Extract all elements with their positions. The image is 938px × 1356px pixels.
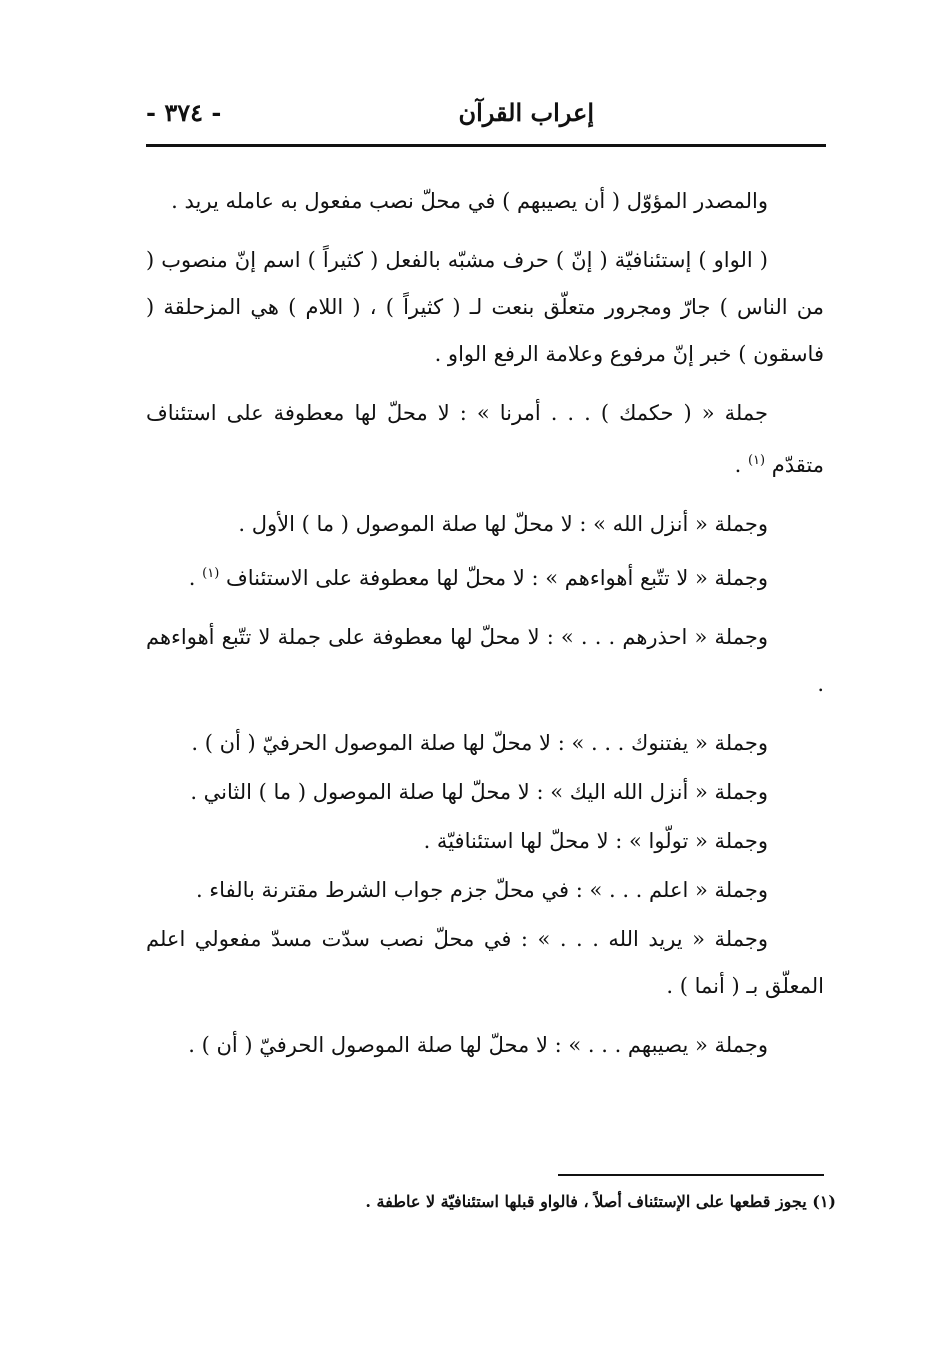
paragraph: وجملة « أنزل الله اليك » : لا محلّ لها صلة الموصول ( ما ) الثاني . (190, 780, 768, 804)
header-rule (146, 144, 826, 147)
page-header (146, 96, 824, 136)
paragraph: وجملة « يفتنوك . . . » : لا محلّ لها صلة الموصول الحرفيّ ( أن ) . (191, 731, 768, 755)
footnote-ref: (١) (747, 453, 766, 468)
main-text (146, 178, 824, 1081)
footnote: (١) يجوز قطعها على الإستئناف أصلاً ، فالواو قبلها استئنافيّة لا عاطفة . (365, 1192, 836, 1211)
paragraph: وجملة « احذرهم . . . » : لا محلّ لها معطوفة على جملة لا تتّبع أهواءهم . (146, 625, 824, 696)
footnote-rule (558, 1174, 824, 1176)
paragraph: وجملة « تولّوا » : لا محلّ لها استئنافيّة . (423, 829, 768, 853)
paragraph: والمصدر المؤوّل ( أن يصيبهم ) في محلّ نصب مفعول به عامله يريد . (171, 189, 768, 213)
footnote-ref: (١) (202, 566, 220, 581)
paragraph: وجملة « يريد الله . . . » : في محلّ نصب سدّت مسدّ مفعولي اعلم المعلّق بـ ( أنما ) . (146, 927, 824, 998)
running-title: إعراب القرآن (458, 98, 594, 127)
paragraph-text: جملة « ( حكمك ) . . . أمرنا » : لا محلّ لها معطوفة على استئناف متقدّم (146, 401, 824, 477)
paragraph: وجملة « يصيبهم . . . » : لا محلّ لها صلة الموصول الحرفيّ ( أن ) . (188, 1033, 768, 1057)
paragraph: وجملة « اعلم . . . » : في محلّ جزم جواب الشرط مقترنة بالفاء . (195, 878, 768, 902)
paragraph: ( الواو ) إستئنافيّة ( إنّ ) حرف مشبّه بالفعل ( كثيراً ) اسم إنّ منصوب ( من الناس ) جارّ ومجرور متعلّق بنعت لـ ( كثيراً ) ، ( اللام ) هي المزحلقة ( فاسقون ) خبر إنّ مرفوع وعلامة الرفع الواو . (146, 248, 824, 366)
paragraph: جملة « ( حكمك ) . . . أمرنا » : لا محلّ لها معطوفة على استئناف متقدّم $^{(١)}$ . (146, 401, 824, 477)
paragraph: وجملة « أنزل الله » : لا محلّ لها صلة الموصول ( ما ) الأول . (238, 512, 768, 536)
paragraph: وجملة « لا تتّبع أهواءهم » : لا محلّ لها معطوفة على الاستئناف $^{(١)}$ . (188, 566, 768, 590)
paragraph-text: وجملة « لا تتّبع أهواءهم » : لا محلّ لها معطوفة على الاستئناف (225, 566, 768, 590)
page-number: - ٣٧٤ - (146, 98, 222, 127)
